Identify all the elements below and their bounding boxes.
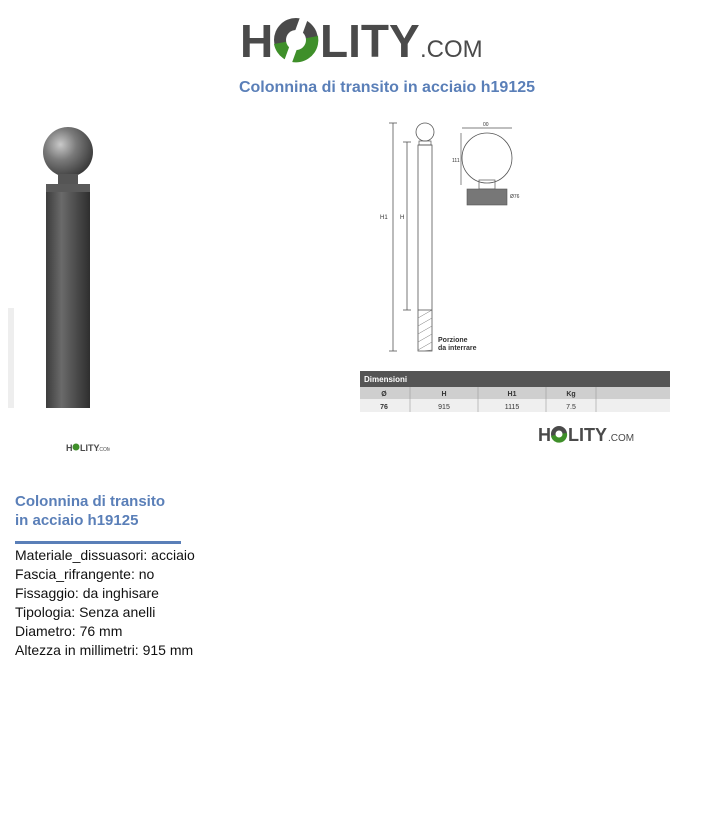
table-cell-h1: 1115: [504, 404, 520, 411]
spec-height: Altezza in millimetri: 915 mm: [15, 642, 194, 658]
logo-domain: .COM: [420, 36, 483, 63]
logo-o-mark: [274, 16, 318, 64]
spec-type: Tipologia: Senza anelli: [15, 604, 156, 620]
brand-logo[interactable]: [240, 10, 485, 68]
spec-diameter: Diametro: 76 mm: [15, 623, 123, 639]
svg-text:.COM: .COM: [98, 447, 110, 453]
logo-letter-h: H: [240, 15, 274, 67]
table-cell-kg: 7.5: [566, 404, 576, 411]
spec-fixing: Fissaggio: da inghisare: [15, 585, 159, 601]
label-h: H: [400, 215, 405, 221]
spec-reflective-band: Fascia_rifrangente: no: [15, 566, 155, 582]
svg-text:LITY: LITY: [568, 425, 607, 445]
table-caption: Dimensioni: [364, 375, 408, 384]
spec-material: Materiale_dissuasori: acciaio: [15, 547, 195, 563]
buried-label-1: Porzione: [438, 337, 468, 344]
product-title-line2: in acciaio h19125: [15, 512, 139, 529]
table-header-h1: H1: [507, 391, 517, 398]
page-title: Colonnina di transito in acciaio h19125: [238, 79, 536, 96]
dimensions-table: [360, 371, 670, 412]
dim-diameter-top: 00: [483, 122, 489, 128]
table-cell-diameter: 76: [380, 404, 388, 411]
dim-base: Ø76: [510, 194, 520, 200]
table-header-diameter: Ø: [381, 391, 387, 398]
title-divider: [15, 541, 181, 544]
logo-text: LITY: [320, 15, 420, 67]
brand-logo-small: [66, 440, 110, 452]
buried-label-2: da interrare: [438, 345, 477, 352]
technical-drawing: [360, 118, 670, 418]
dim-height-ball: 111: [452, 158, 460, 164]
svg-text:.COM: .COM: [608, 433, 635, 444]
svg-text:H: H: [66, 443, 73, 453]
product-photo: [8, 118, 120, 413]
table-cell-h: 915: [438, 404, 450, 411]
product-title-line1: Colonnina di transito: [15, 493, 165, 510]
spec-list: [15, 546, 195, 660]
svg-text:LITY: LITY: [80, 443, 100, 453]
brand-logo-medium: [538, 423, 636, 446]
svg-text:H: H: [538, 425, 551, 445]
table-header-h: H: [441, 391, 447, 398]
table-header-kg: Kg: [566, 391, 576, 398]
product-title: [15, 492, 215, 530]
label-h1: H1: [380, 215, 388, 221]
